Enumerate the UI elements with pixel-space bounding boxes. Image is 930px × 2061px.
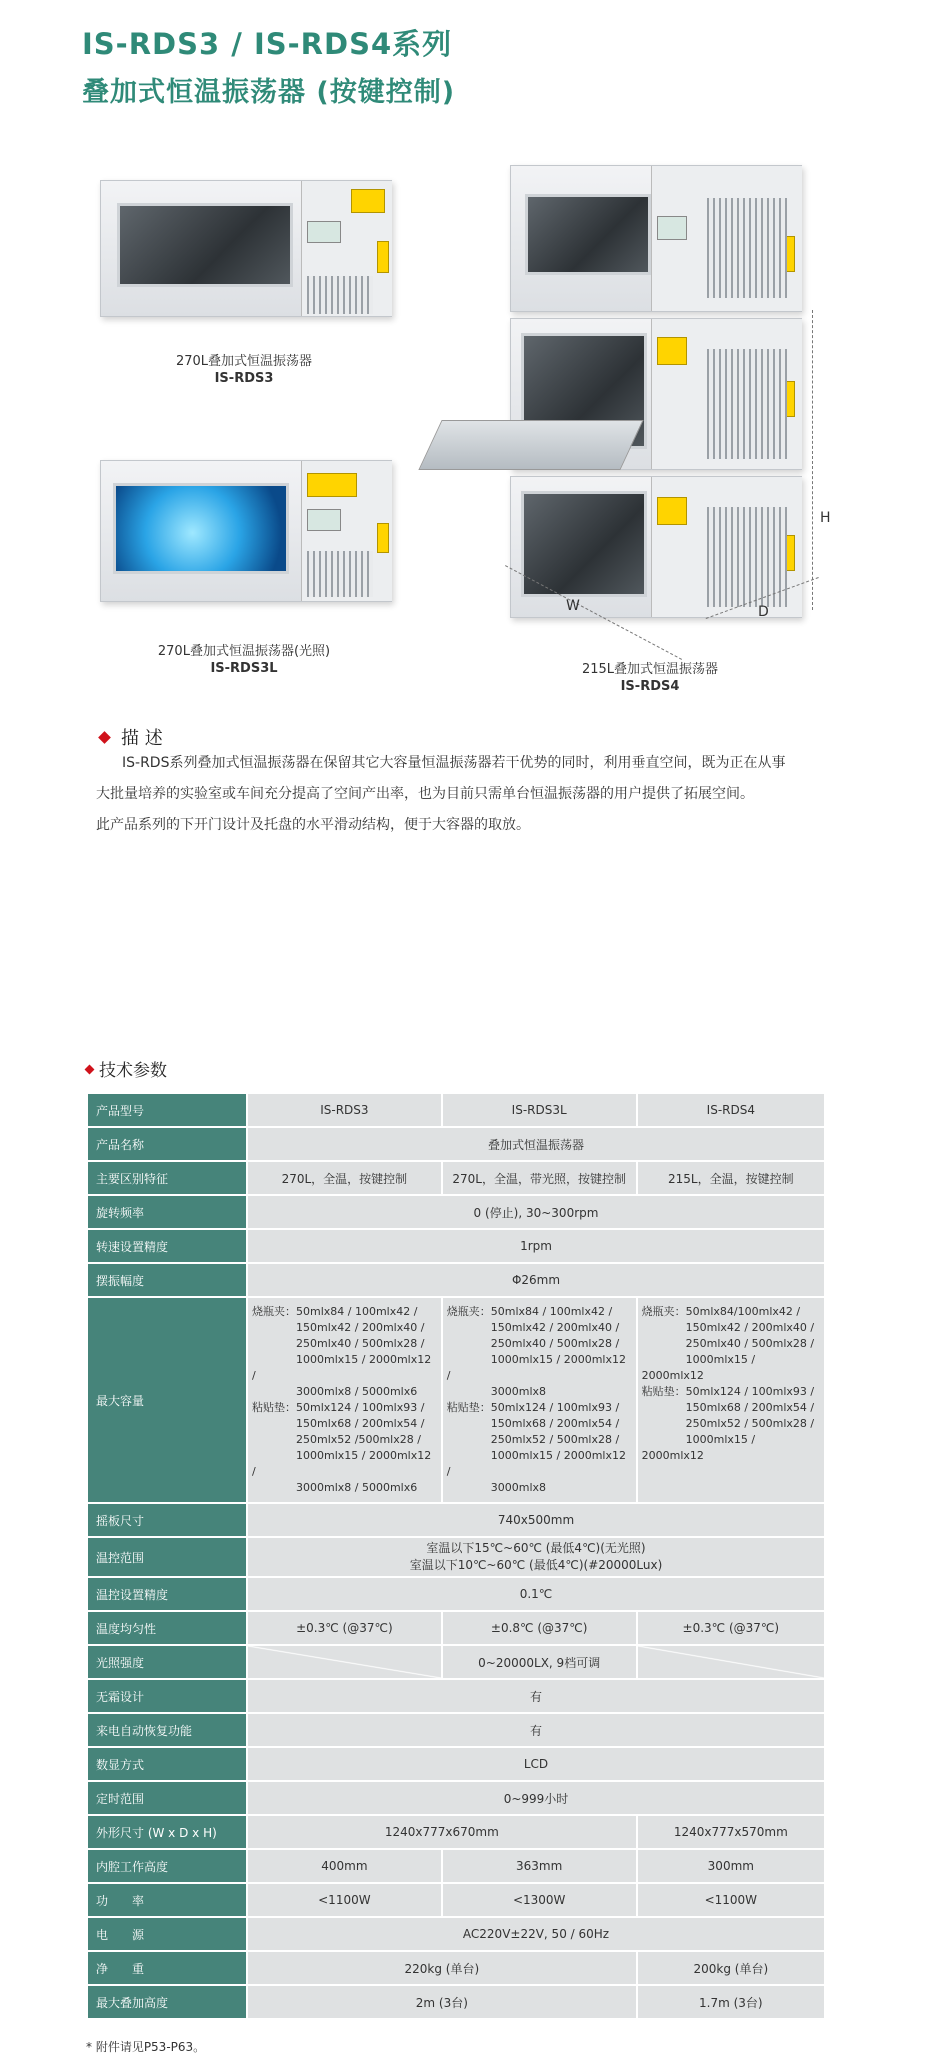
cell: 1rpm	[248, 1230, 824, 1262]
row-label: 定时范围	[88, 1782, 246, 1814]
table-row	[88, 1680, 824, 1712]
product-model: IS-RDS4	[620, 679, 680, 694]
capacity-line: 3000mlx8	[446, 1385, 547, 1398]
capacity-line: 150mlx68 / 200mlx54 /	[641, 1401, 815, 1414]
row-label: 转速设置精度	[88, 1230, 246, 1262]
table-row	[88, 1612, 824, 1644]
description-heading	[100, 724, 163, 750]
row-label: 温度均匀性	[88, 1612, 246, 1644]
cell: IS-RDS3L	[443, 1094, 636, 1126]
cell: IS-RDS4	[638, 1094, 824, 1126]
cell: 1240x777x570mm	[638, 1816, 824, 1848]
cell: IS-RDS3	[248, 1094, 441, 1126]
cell: 215L，全温，按键控制	[638, 1162, 824, 1194]
cell: 叠加式恒温振荡器	[248, 1128, 824, 1160]
product-image-rds3	[100, 170, 395, 320]
cell: ±0.8℃ (@37℃)	[443, 1612, 636, 1644]
capacity-line: 250mlx40 / 500mlx28 /	[446, 1337, 620, 1350]
capacity-line: 1000mlx15 / 2000mlx12 /	[446, 1449, 626, 1478]
row-label: 摇板尺寸	[88, 1504, 246, 1536]
capacity-line: 150mlx68 / 200mlx54 /	[446, 1417, 620, 1430]
capacity-line: 250mlx52 / 500mlx28 /	[641, 1417, 815, 1430]
capacity-line: 粘贴垫：50mlx124 / 100mlx93 /	[446, 1401, 620, 1414]
capacity-line: 250mlx52 / 500mlx28 /	[446, 1433, 620, 1446]
product-caption-rds4	[530, 658, 770, 694]
row-label: 无霜设计	[88, 1680, 246, 1712]
table-row	[88, 1578, 824, 1610]
cell: 300mm	[638, 1850, 824, 1882]
row-label: 电 源	[88, 1918, 246, 1950]
cell: 270L，全温，按键控制	[248, 1162, 441, 1194]
capacity-line: 1000mlx15 / 2000mlx12	[641, 1353, 756, 1382]
spec-table	[86, 1092, 826, 2020]
cell: 0 (停止), 30~300rpm	[248, 1196, 824, 1228]
cell: 400mm	[248, 1850, 441, 1882]
description-line: 此产品系列的下开门设计及托盘的水平滑动结构，便于大容器的取放。	[96, 817, 530, 833]
spec-heading-text: 技术参数	[99, 1061, 167, 1081]
description-line: IS-RDS系列叠加式恒温振荡器在保留其它大容量恒温振荡器若干优势的同时，利用垂直空间，既为正在从事	[122, 755, 786, 771]
description-body	[96, 748, 816, 841]
table-row	[88, 1504, 824, 1536]
cell: 740x500mm	[248, 1504, 824, 1536]
cell: ±0.3℃ (@37℃)	[248, 1612, 441, 1644]
product-name: 270L叠加式恒温振荡器(光照)	[157, 644, 331, 659]
table-row	[88, 1298, 824, 1502]
sliding-tray	[418, 420, 643, 470]
table-row	[88, 1748, 824, 1780]
empty-cell-slash	[638, 1646, 824, 1678]
capacity-line: 1000mlx15 / 2000mlx12 /	[252, 1353, 432, 1382]
table-row	[88, 1918, 824, 1950]
cell: <1100W	[638, 1884, 824, 1916]
page-subtitle: 叠加式恒温振荡器 (按键控制)	[82, 77, 456, 108]
dimension-label-w: W	[566, 598, 580, 614]
row-label: 数显方式	[88, 1748, 246, 1780]
table-row	[88, 1714, 824, 1746]
product-image-rds3l	[100, 460, 395, 610]
capacity-line: 1000mlx15 / 2000mlx12 /	[446, 1353, 626, 1382]
table-row	[88, 1646, 824, 1678]
capacity-line: 3000mlx8 / 5000mlx6	[252, 1385, 418, 1398]
description-line: 大批量培养的实验室或车间充分提高了空间产出率，也为目前只需单台恒温振荡器的用户提供了拓展空间。	[96, 786, 754, 802]
cell: 2m (3台)	[248, 1986, 636, 2018]
table-row	[88, 1538, 824, 1576]
description-heading-text: 描 述	[121, 728, 163, 749]
capacity-line: 3000mlx8 / 5000mlx6	[252, 1481, 418, 1494]
cell: 0~999小时	[248, 1782, 824, 1814]
capacity-line: 粘贴垫：50mlx124 / 100mlx93 /	[641, 1385, 815, 1398]
cell: Φ26mm	[248, 1264, 824, 1296]
product-image-rds4	[420, 160, 820, 630]
table-row	[88, 1230, 824, 1262]
table-row	[88, 1952, 824, 1984]
diamond-bullet-icon	[85, 1064, 95, 1074]
cell: LCD	[248, 1748, 824, 1780]
row-label: 光照强度	[88, 1646, 246, 1678]
cell: ±0.3℃ (@37℃)	[638, 1612, 824, 1644]
temp-range-line: 室温以下10℃~60℃ (最低4℃)(#20000Lux)	[409, 1558, 663, 1572]
row-label: 温控范围	[88, 1538, 246, 1576]
capacity-cell-rds4	[638, 1298, 824, 1502]
cell: 270L，全温，带光照，按键控制	[443, 1162, 636, 1194]
capacity-cell-rds3l	[443, 1298, 636, 1502]
row-label: 外形尺寸 (W x D x H)	[88, 1816, 246, 1848]
table-row	[88, 1128, 824, 1160]
row-label: 最大叠加高度	[88, 1986, 246, 2018]
cell: <1300W	[443, 1884, 636, 1916]
empty-cell-slash	[248, 1646, 441, 1678]
dimension-label-h: H	[820, 510, 831, 526]
dimension-label-d: D	[758, 604, 769, 620]
table-row	[88, 1196, 824, 1228]
spec-heading	[86, 1056, 167, 1081]
cell: 有	[248, 1680, 824, 1712]
cell: 363mm	[443, 1850, 636, 1882]
capacity-cell-rds3	[248, 1298, 441, 1502]
page-title: IS-RDS3 / IS-RDS4系列	[82, 27, 453, 61]
capacity-line: 150mlx42 / 200mlx40 /	[446, 1321, 620, 1334]
cell: 200kg (单台)	[638, 1952, 824, 1984]
product-model: IS-RDS3L	[210, 661, 278, 676]
capacity-line: 250mlx40 / 500mlx28 /	[641, 1337, 815, 1350]
row-label: 产品名称	[88, 1128, 246, 1160]
cell: 220kg (单台)	[248, 1952, 636, 1984]
row-label: 来电自动恢复功能	[88, 1714, 246, 1746]
cell	[248, 1538, 824, 1576]
capacity-line: 250mlx52 /500mlx28 /	[252, 1433, 421, 1446]
capacity-line: 烧瓶夹：50mlx84 / 100mlx42 /	[252, 1305, 418, 1318]
capacity-line: 烧瓶夹：50mlx84 / 100mlx42 /	[446, 1305, 613, 1318]
row-label: 内腔工作高度	[88, 1850, 246, 1882]
product-model: IS-RDS3	[214, 371, 274, 386]
product-name: 215L叠加式恒温振荡器	[581, 662, 719, 677]
row-label: 净 重	[88, 1952, 246, 1984]
footnote: * 附件请见P53-P63。	[86, 2040, 206, 2054]
cell: 0.1℃	[248, 1578, 824, 1610]
table-row	[88, 1850, 824, 1882]
capacity-line: 1000mlx15 / 2000mlx12 /	[252, 1449, 432, 1478]
product-name: 270L叠加式恒温振荡器	[175, 354, 313, 369]
capacity-line: 150mlx42 / 200mlx40 /	[641, 1321, 815, 1334]
product-caption-rds3	[124, 350, 364, 386]
cell: AC220V±22V, 50 / 60Hz	[248, 1918, 824, 1950]
table-row	[88, 1094, 824, 1126]
capacity-line: 粘贴垫：50mlx124 / 100mlx93 /	[252, 1401, 425, 1414]
table-row	[88, 1782, 824, 1814]
diamond-bullet-icon	[98, 731, 111, 744]
capacity-line: 1000mlx15 / 2000mlx12	[641, 1433, 756, 1462]
cell: 1240x777x670mm	[248, 1816, 636, 1848]
capacity-line: 3000mlx8	[446, 1481, 547, 1494]
capacity-line: 烧瓶夹：50mlx84/100mlx42 /	[641, 1305, 801, 1318]
capacity-line: 250mlx40 / 500mlx28 /	[252, 1337, 425, 1350]
capacity-line: 150mlx68 / 200mlx54 /	[252, 1417, 425, 1430]
row-label: 功 率	[88, 1884, 246, 1916]
height-dimension-line	[812, 310, 814, 610]
capacity-line: 150mlx42 / 200mlx40 /	[252, 1321, 425, 1334]
cell: <1100W	[248, 1884, 441, 1916]
table-row	[88, 1162, 824, 1194]
table-row	[88, 1884, 824, 1916]
cell: 有	[248, 1714, 824, 1746]
temp-range-line: 室温以下15℃~60℃ (最低4℃)(无光照)	[426, 1541, 646, 1555]
row-label: 摆振幅度	[88, 1264, 246, 1296]
table-row	[88, 1816, 824, 1848]
product-caption-rds3l	[124, 640, 364, 676]
row-label: 产品型号	[88, 1094, 246, 1126]
row-label: 温控设置精度	[88, 1578, 246, 1610]
table-row	[88, 1986, 824, 2018]
cell: 0~20000LX, 9档可调	[443, 1646, 636, 1678]
row-label: 旋转频率	[88, 1196, 246, 1228]
row-label: 主要区别特征	[88, 1162, 246, 1194]
cell: 1.7m (3台)	[638, 1986, 824, 2018]
table-row	[88, 1264, 824, 1296]
row-label: 最大容量	[88, 1298, 246, 1502]
